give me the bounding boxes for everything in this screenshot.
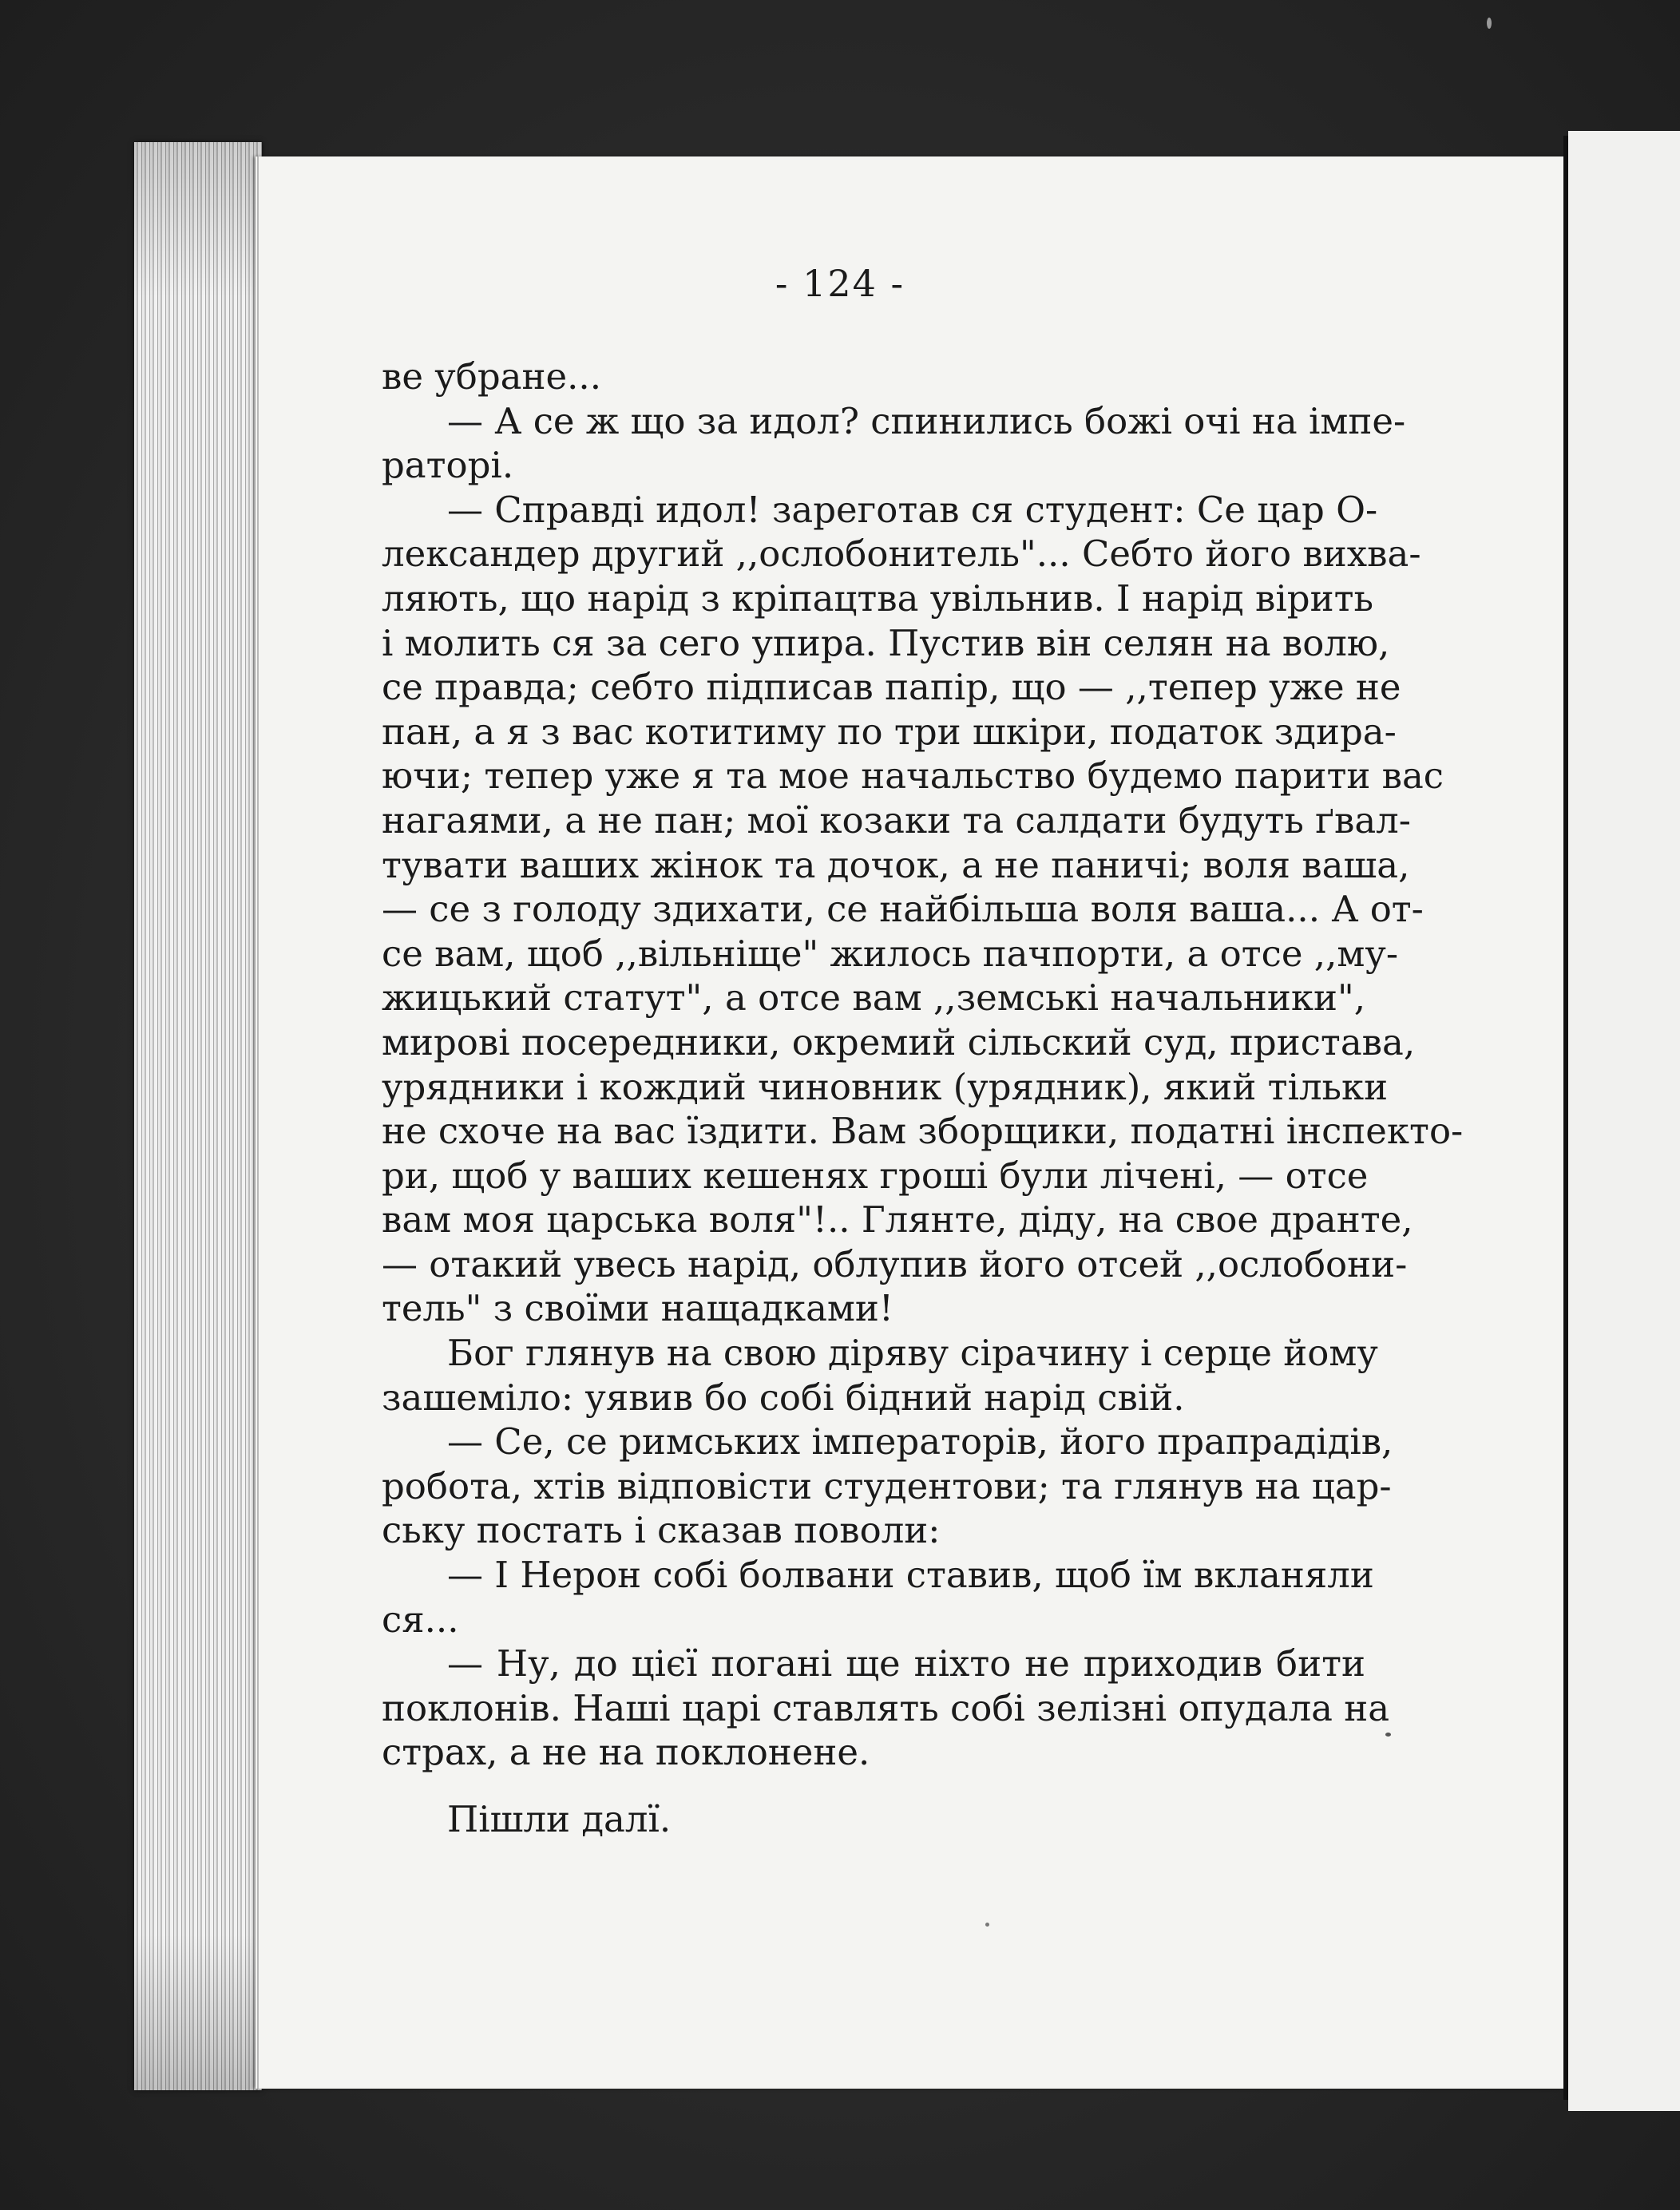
page-text bbox=[382, 354, 1464, 1842]
text-line: пан, а я з вас котитиму по три шкіри, податок здира- bbox=[382, 710, 1397, 753]
text-line: вам моя царська воля"!.. Глянте, діду, на свое дранте, bbox=[382, 1198, 1413, 1242]
text-line: — І Нерон собі болвани ставив, щоб їм вкланяли bbox=[447, 1554, 1374, 1597]
text-line: урядники і кождий чиновник (урядник), який тільки bbox=[382, 1065, 1389, 1108]
text-line: раторі. bbox=[382, 444, 514, 487]
dust-speck bbox=[985, 1923, 989, 1927]
page-gutter-line bbox=[257, 156, 259, 2089]
text-line: Бог глянув на свою діряву сірачину і серце йому bbox=[447, 1332, 1378, 1375]
text-line: не схоче на вас їздити. Вам зборщики, податні інспекто- bbox=[382, 1110, 1464, 1153]
text-line: робота, хтів відповісти студентови; та глянув на цар- bbox=[382, 1464, 1392, 1507]
text-line: — А се ж що за идол? спинились божі очі на імпе- bbox=[447, 399, 1406, 442]
page-number: - 124 - bbox=[775, 262, 905, 305]
book-page-edges bbox=[134, 142, 262, 2090]
text-line: зашеміло: уявив бо собі бідний нарід свій. bbox=[382, 1376, 1185, 1419]
text-line: страх, а не на поклонене. bbox=[382, 1731, 870, 1774]
text-line: се вам, щоб ,,вільніще" жилось пачпорти, а отсе ,,му- bbox=[382, 932, 1399, 975]
text-line: ри, щоб у ваших кешенях гроші були лічені, — отсе bbox=[382, 1154, 1369, 1197]
text-line: — отакий увесь нарід, облупив його отсей ,,ослобони- bbox=[382, 1242, 1408, 1285]
text-line: ючи; тепер уже я та мое начальство будемо парити вас bbox=[382, 754, 1444, 798]
text-line: і молить ся за сего упира. Пустив він селян на волю, bbox=[382, 621, 1390, 664]
dust-speck bbox=[1385, 1733, 1391, 1737]
text-line: тель" з своїми нащадками! bbox=[382, 1287, 894, 1330]
text-line: поклонів. Наші царі ставлять собі зелізні опудала на bbox=[382, 1686, 1390, 1729]
text-line: се правда; себто підписав папір, що — ,,тепер уже не bbox=[382, 666, 1401, 709]
text-line: — се з голоду здихати, се найбільша воля ваша... А от- bbox=[382, 888, 1424, 931]
facing-page-edge bbox=[1568, 131, 1680, 2111]
text-line: ве убране... bbox=[382, 355, 602, 398]
text-line: лександер другий ,,ослобонитель"... Себто його вихва- bbox=[382, 533, 1421, 576]
text-line: нагаями, а не пан; мої козаки та салдати будуть ґвал- bbox=[382, 798, 1411, 842]
text-line: — Се, се римських імператорів, його прапрадідів, bbox=[447, 1420, 1393, 1463]
text-line: мирові посередники, окремий сільский суд, пристава, bbox=[382, 1020, 1416, 1063]
dust-speck bbox=[1487, 18, 1492, 29]
paragraph-spacer bbox=[382, 1775, 1365, 1797]
text-line: ся... bbox=[382, 1598, 459, 1641]
text-line: тувати ваших жінок та дочок, а не паничі; воля ваша, bbox=[382, 843, 1410, 886]
text-line: жицький статут", а отсе вам ,,земські начальники", bbox=[382, 976, 1365, 1020]
text-line: ську постать і сказав поволи: bbox=[382, 1509, 941, 1552]
text-line: — Ну, до цієї погані ще ніхто не приходив бити bbox=[447, 1642, 1365, 1685]
text-line: — Справді идол! зареготав ся студент: Се цар О- bbox=[447, 488, 1378, 531]
text-line: Пішли далї. bbox=[447, 1798, 672, 1840]
text-line: ляють, що нарід з кріпацтва увільнив. І нарід вірить bbox=[382, 576, 1373, 620]
